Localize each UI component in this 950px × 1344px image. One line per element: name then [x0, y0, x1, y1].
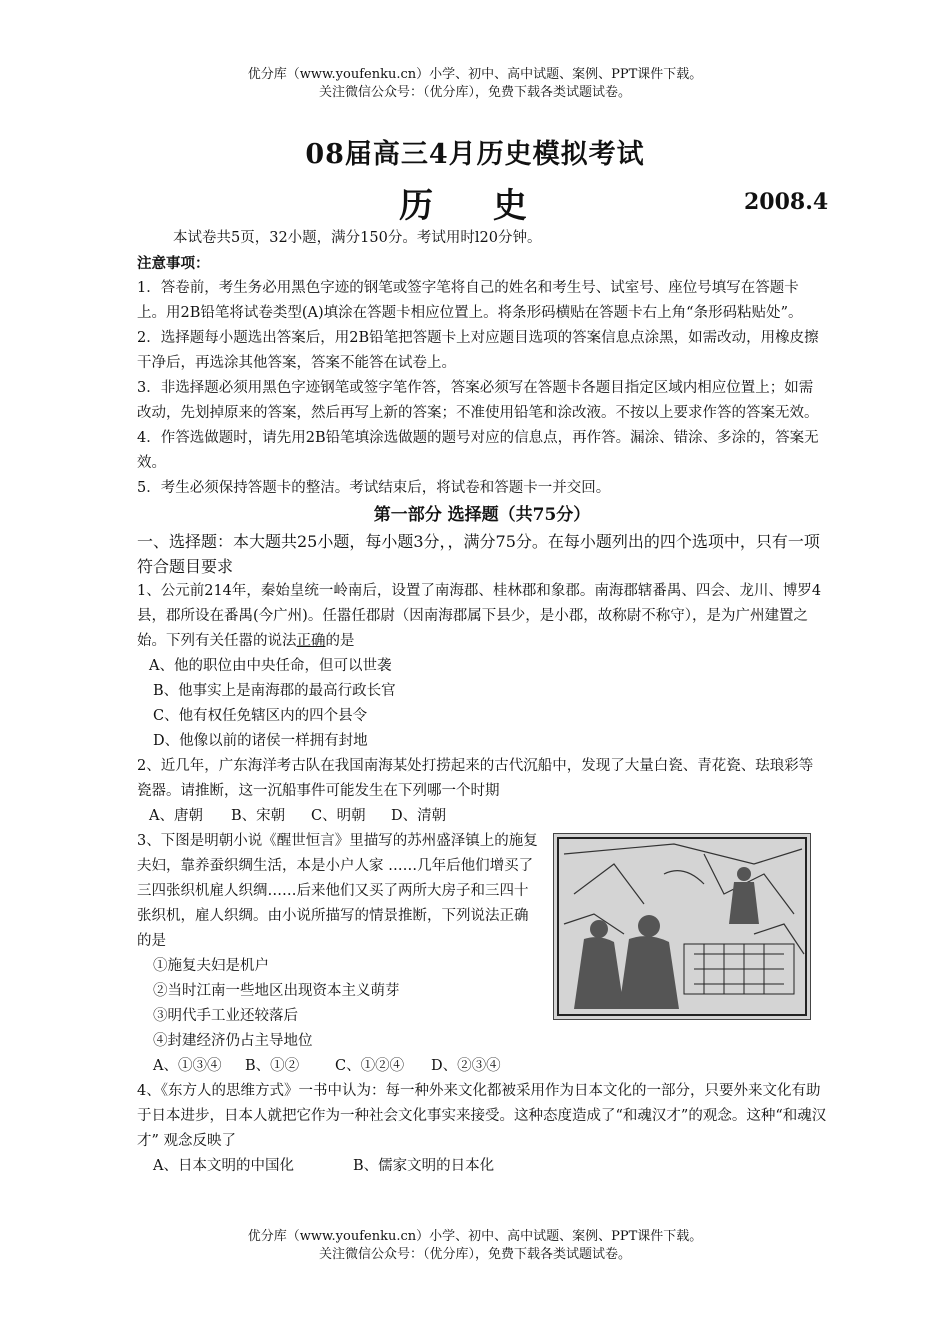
question-1-option-c: C、他有权任免辖区内的四个县令 — [153, 708, 368, 724]
question-2-option-b: B、宋朝 — [231, 808, 286, 824]
question-3-options — [137, 1054, 827, 1079]
exam-title: 08届高三4月历史模拟考试 — [305, 139, 645, 170]
question-3-statement-1: ①施复夫妇是机户 — [153, 958, 269, 974]
question-3-statement-3: ③明代手工业还较落后 — [153, 1008, 298, 1024]
section-heading: 第一部分 选择题（共75分） — [373, 505, 591, 525]
question-3-option-d: D、②③④ — [431, 1058, 501, 1074]
subject-title: 历 史 — [399, 186, 551, 226]
illustration-drawing — [554, 834, 810, 1019]
exam-date: 2008.4 — [744, 189, 829, 215]
notice-item: 4．作答选做题时，请先用2B铅笔填涂选做题的题号对应的信息点，再作答。漏涂、错涂、多涂的，答案无效。 — [137, 430, 819, 471]
question-2-option-a: A、唐朝 — [149, 808, 203, 824]
top-banner — [0, 66, 950, 102]
question-3 — [137, 829, 827, 1054]
question-1-option-a: A、他的职位由中央任命，但可以世袭 — [149, 658, 392, 674]
exam-content — [137, 226, 827, 1179]
question-3-text — [137, 829, 542, 1054]
question-4-option-a: A、日本文明的中国化 — [153, 1158, 294, 1174]
question-3-stem: 3、下图是明朝小说《醒世恒言》里描写的苏州盛泽镇上的施复夫妇，靠养蚕织绸生活，本是小户人家 ……几年后他们增买了三四张织机雇人织绸……后来他们又买了两所大房子和三四十张织机，雇人织绸。由小说所描写的情景推断，下列说法正确的是 — [137, 833, 538, 949]
question-2-option-c: C、明朝 — [311, 808, 366, 824]
bottom-banner — [0, 1228, 950, 1264]
question-3-option-a: A、①③④ — [153, 1058, 222, 1074]
notice-item: 2．选择题每小题选出答案后，用2B铅笔把答题卡上对应题目选项的答案信息点涂黑，如需改动，用橡皮擦干净后，再选涂其他答案，答案不能答在试卷上。 — [137, 330, 819, 371]
question-1-stem: 1、公元前214年，秦始皇统一岭南后，设置了南海郡、桂林郡和象郡。南海郡辖番禺、四会、龙川、博罗4县，郡所设在番禺(今广州)。任嚣任郡尉（因南海郡属下县少，是小郡，故称尉不称守），是为广州建置之始。下列有关任嚣的说法正确的是 — [137, 583, 822, 649]
banner-line-1: 优分库（www.youfenku.cn）小学、初中、高中试题、案例、PPT课件下载。 — [247, 67, 703, 82]
question-3-option-b: B、①② — [245, 1058, 300, 1074]
question-3-option-c: C、①②④ — [335, 1058, 405, 1074]
question-1-option-d: D、他像以前的诸侯一样拥有封地 — [153, 733, 368, 749]
question-3-statement-4: ④封建经济仍占主导地位 — [153, 1033, 313, 1049]
banner-line-2: 关注微信公众号：（优分库），免费下载各类试题试卷。 — [318, 1247, 631, 1262]
question-4-option-b: B、儒家文明的日本化 — [353, 1158, 495, 1174]
exam-info: 本试卷共5页，32小题，满分150分。考试用时l20分钟。 — [173, 230, 542, 246]
notice-item: 3．非选择题必须用黑色字迹钢笔或签字笔作答，答案必须写在答题卡各题目指定区域内相应位置上；如需改动，先划掉原来的答案，然后再写上新的答案；不准使用铅笔和涂改液。不按以上要求作答的答案无效。 — [137, 380, 819, 421]
question-4-stem: 4、《东方人的思维方式》一书中认为：每一种外来文化都被采用作为日本文化的一部分，只要外来文化有助于日本进步，日本人就把它作为一种社会文化事实来接受。这种态度造成了“和魂汉才”的观念。这种“和魂汉才” 观念反映了 — [137, 1083, 827, 1149]
notice-heading: 注意事项： — [137, 255, 210, 272]
question-3-statement-2: ②当时江南一些地区出现资本主义萌芽 — [153, 983, 400, 999]
question-2-option-d: D、清朝 — [391, 808, 447, 824]
woodblock-illustration — [553, 833, 811, 1020]
banner-line-2: 关注微信公众号：（优分库），免费下载各类试题试卷。 — [318, 85, 631, 100]
notice-item: 1．答卷前，考生务必用黑色字迹的钢笔或签字笔将自己的姓名和考生号、试室号、座位号填写在答题卡上。用2B铅笔将试卷类型(A)填涂在答题卡相应位置上。将条形码横贴在答题卡右上角“条形码粘贴处”。 — [137, 280, 803, 321]
notice-item: 5．考生必须保持答题卡的整洁。考试结束后，将试卷和答题卡一并交回。 — [137, 480, 611, 496]
question-2-stem: 2、近几年，广东海洋考古队在我国南海某处打捞起来的古代沉船中，发现了大量白瓷、青花瓷、珐琅彩等瓷器。请推断，这一沉船事件可能发生在下列哪一个时期 — [137, 758, 814, 799]
banner-line-1: 优分库（www.youfenku.cn）小学、初中、高中试题、案例、PPT课件下载。 — [247, 1229, 703, 1244]
question-4-options — [137, 1154, 827, 1179]
question-1-option-b: B、他事实上是南海郡的最高行政长官 — [153, 683, 396, 699]
section-intro: 一、选择题：本大题共25小题，每小题3分，，满分75分。在每小题列出的四个选项中，只有一项符合题目要求 — [137, 532, 820, 576]
question-2-options — [137, 804, 827, 829]
